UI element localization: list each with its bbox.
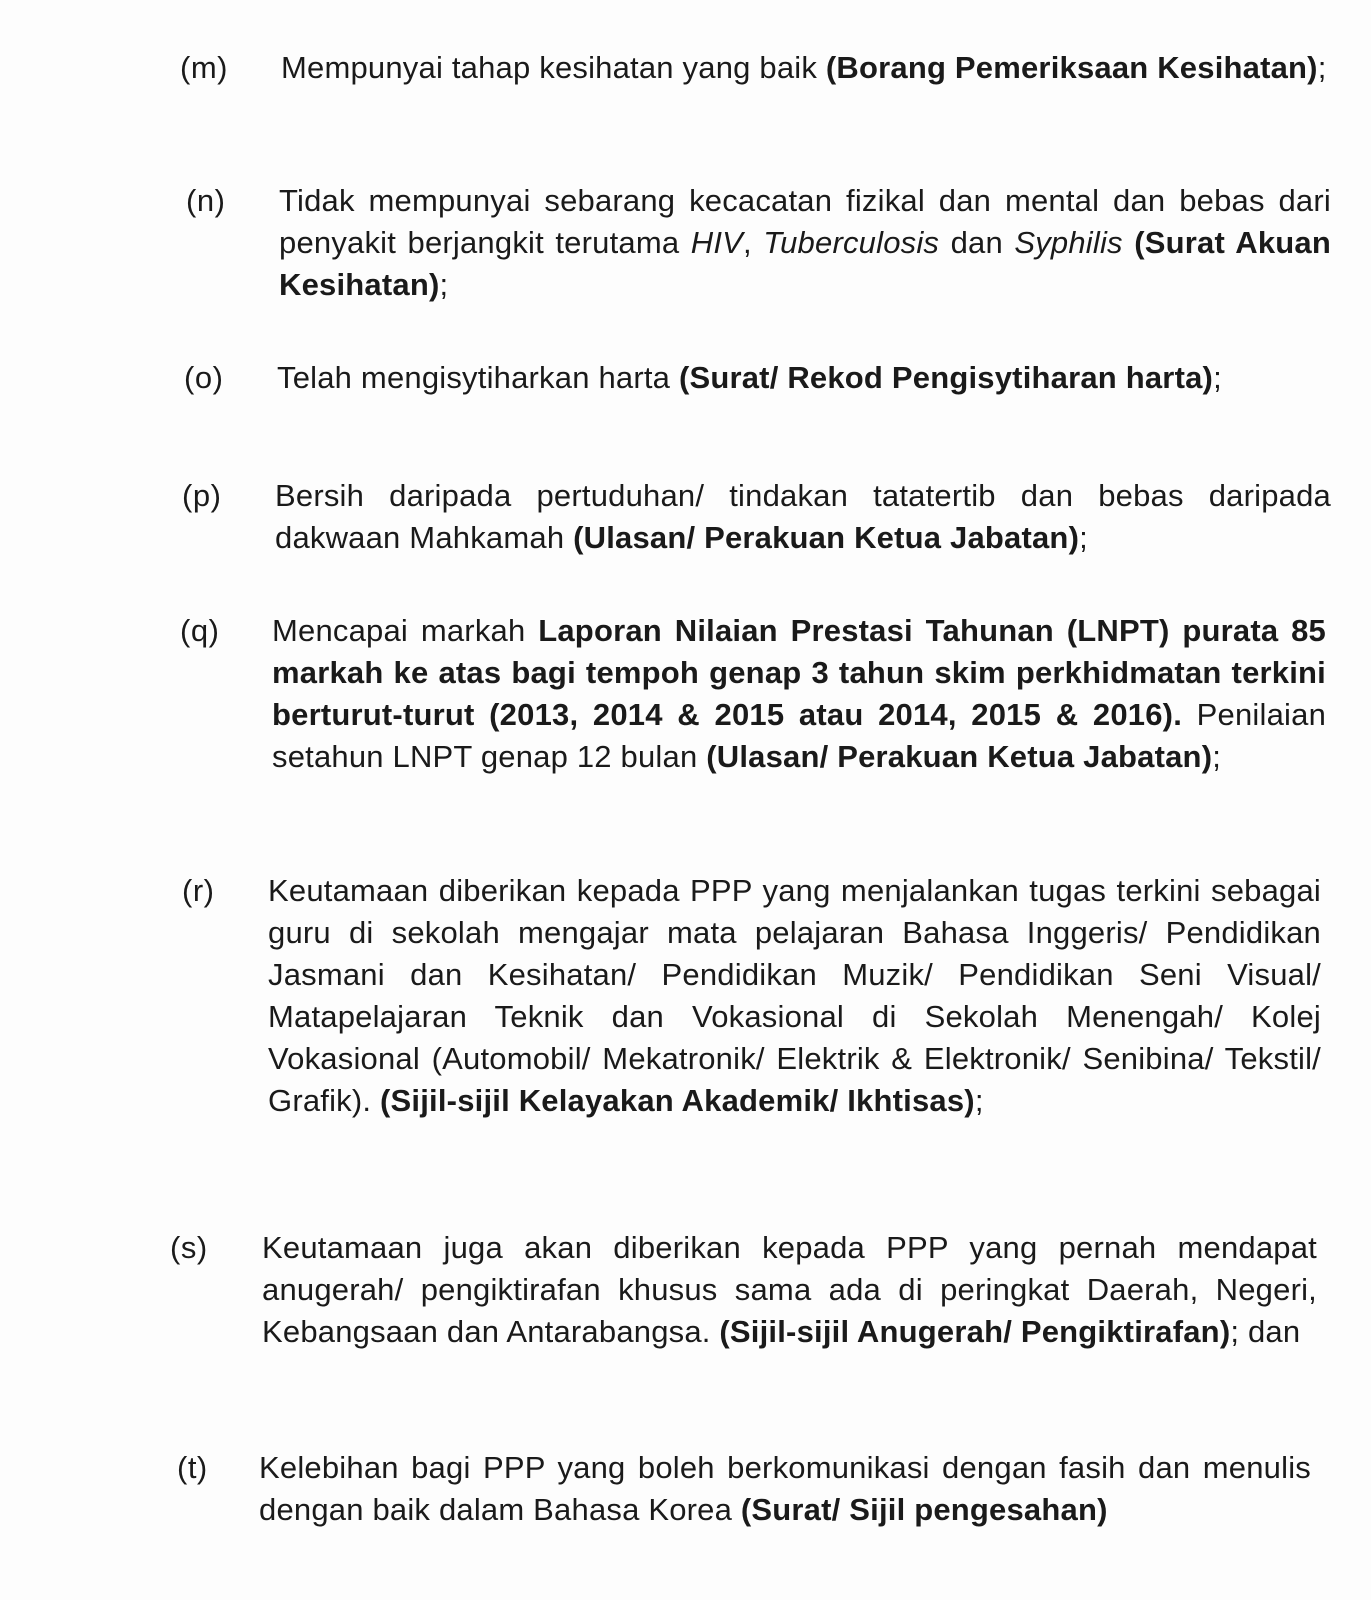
item-label: (s)	[170, 1230, 208, 1265]
item-text-part: Keutamaan juga akan diberikan kepada PPP yang pernah mendapat anugerah/ pengiktirafan khusus sama ada di peringkat Daerah, Negeri, Kebangsaan dan Antarabangsa.	[262, 1230, 1317, 1349]
item-text-part: ;	[439, 267, 449, 302]
item-label: (q)	[180, 613, 220, 648]
item-label: (r)	[182, 873, 215, 908]
item-text-part	[1123, 225, 1134, 260]
item-text-part: ;	[1079, 520, 1088, 555]
item-label: (n)	[186, 183, 226, 218]
item-text-part: Telah mengisytiharkan harta	[277, 360, 679, 395]
item-text-part: Kelebihan bagi PPP yang boleh berkomunikasi dengan fasih dan menulis dengan baik dalam Bahasa Korea	[259, 1450, 1311, 1527]
item-text-part-italic: Syphilis	[1014, 225, 1123, 260]
item-text	[259, 1447, 1311, 1531]
item-label: (m)	[180, 50, 228, 85]
item-text-part-italic: Tuberculosis	[763, 225, 940, 260]
item-text-part-bold: (Ulasan/ Perakuan Ketua Jabatan)	[573, 520, 1080, 555]
item-text-part: Penilaian setahun LNPT genap 12 bulan	[272, 697, 1327, 774]
item-text	[277, 357, 1331, 399]
item-text-part-bold: (Surat/ Sijil pengesahan)	[740, 1492, 1108, 1527]
item-text-part-bold: (Sijil-sijil Kelayakan Akademik/ Ikhtisas)	[380, 1083, 975, 1118]
item-text	[275, 475, 1331, 559]
item-label: (o)	[184, 360, 224, 395]
item-label: (p)	[182, 478, 222, 513]
item-text	[272, 610, 1326, 778]
item-label: (t)	[177, 1450, 208, 1485]
item-text	[279, 180, 1331, 306]
item-text-part: Bersih daripada pertuduhan/ tindakan tatatertib dan bebas daripada dakwaan Mahkamah	[275, 478, 1331, 555]
item-text	[268, 870, 1321, 1122]
item-text-part: ;	[1213, 360, 1222, 395]
item-text-part: Tidak mempunyai sebarang kecacatan fizikal dan mental dan bebas dari penyakit berjangkit terutama	[279, 183, 1331, 260]
item-text-part: dan	[939, 225, 1015, 260]
item-text-part-bold: (Borang Pemeriksaan Kesihatan)	[825, 50, 1318, 85]
item-text-part-italic: HIV	[690, 225, 744, 260]
item-text-part-bold: Laporan Nilaian Prestasi Tahunan (LNPT) purata 85 markah ke atas bagi tempoh genap 3 tahun skim perkhidmatan terkini berturut-turut (2013, 2014 & 2015 atau 2014, 2015 & 2016).	[272, 613, 1326, 732]
item-text-part: ;	[974, 1083, 984, 1118]
item-text-part: Keutamaan diberikan kepada PPP yang menjalankan tugas terkini sebagai guru di sekolah mengajar mata pelajaran Bahasa Inggeris/ Pendidikan Jasmani dan Kesihatan/ Pendidikan Muzik/ Pendidikan Seni Visual/ Matapelajaran Teknik dan Vokasional di Sekolah Menengah/ Kolej Vokasional (Automobil/ Mekatronik/ Elektrik & Elektronik/ Senibina/ Tekstil/ Grafik).	[268, 873, 1321, 1118]
item-text-part: ; dan	[1230, 1314, 1301, 1349]
item-text-part: ;	[1317, 50, 1327, 85]
item-text	[262, 1227, 1317, 1353]
item-text-part: ,	[743, 225, 764, 260]
item-text-part-bold: (Ulasan/ Perakuan Ketua Jabatan)	[706, 739, 1213, 774]
item-text-part-bold: (Sijil-sijil Anugerah/ Pengiktirafan)	[719, 1314, 1231, 1349]
item-text-part-bold: (Surat Akuan Kesihatan)	[279, 225, 1331, 302]
item-text	[281, 47, 1336, 89]
item-text-part-bold: (Surat/ Rekod Pengisytiharan harta)	[678, 360, 1214, 395]
item-text-part: Mempunyai tahap kesihatan yang baik	[281, 50, 826, 85]
item-text-part: ;	[1212, 739, 1222, 774]
item-text-part: Mencapai markah	[272, 613, 539, 648]
